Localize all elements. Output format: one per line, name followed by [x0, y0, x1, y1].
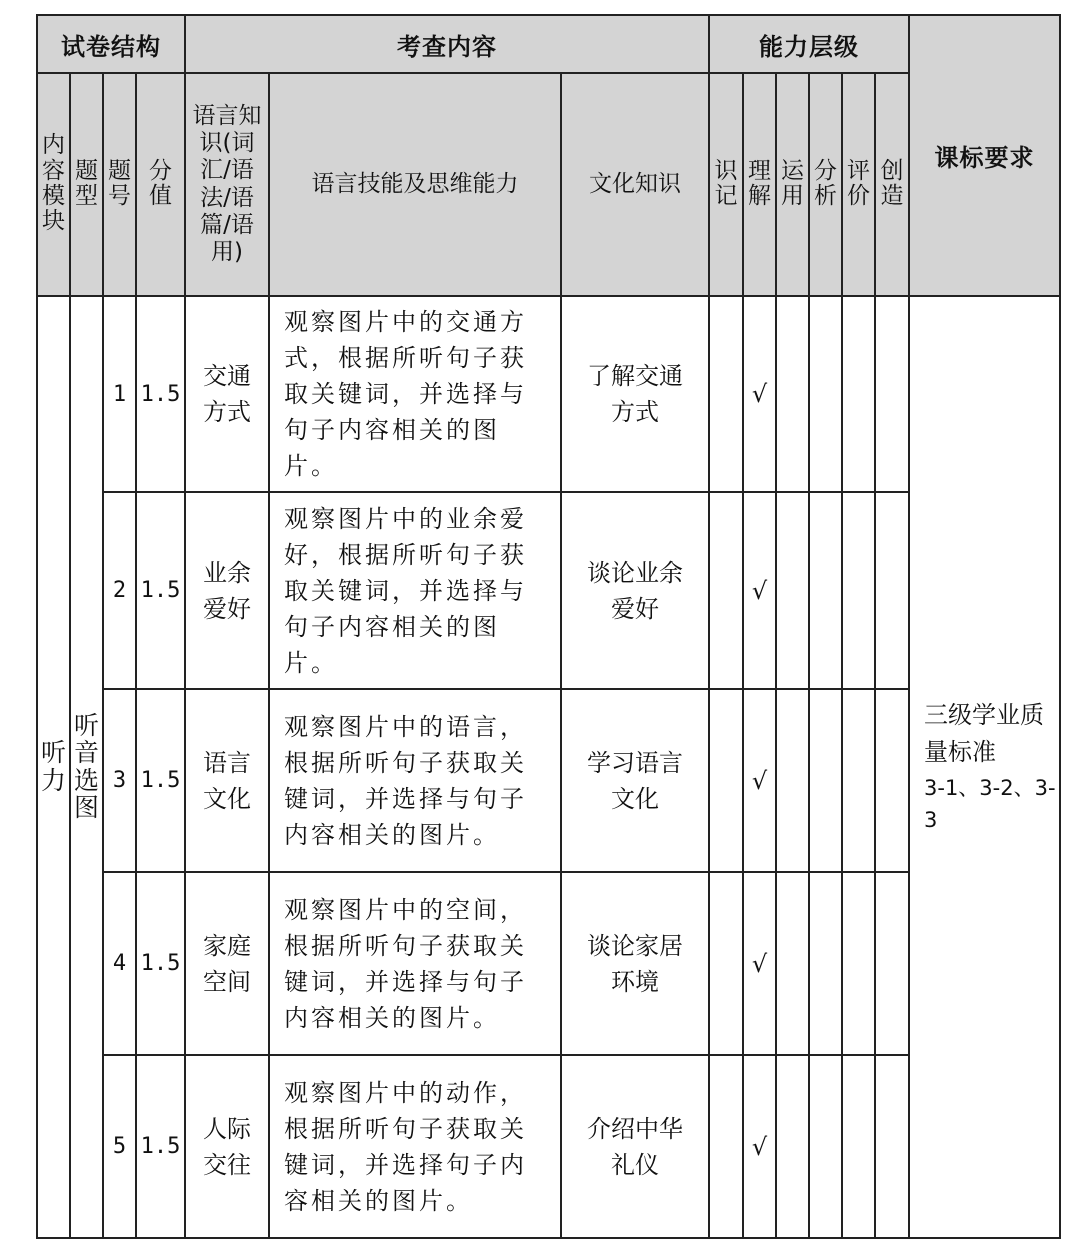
- question-score: 1.5: [136, 296, 185, 492]
- table-row: [37, 1055, 1060, 1238]
- check-mark: √: [743, 492, 776, 689]
- question-score: 1.5: [136, 492, 185, 689]
- exam-spec-table: [36, 14, 1061, 1239]
- header-ability: 能力层级: [709, 15, 909, 73]
- standard-codes: 3-1、3-2、3-3: [924, 775, 1056, 833]
- language-knowledge: 语言文化: [185, 689, 269, 872]
- skill-description: 观察图片中的语言，根据所听句子获取关键词，并选择与句子内容相关的图片。: [269, 689, 561, 872]
- culture-knowledge: 了解交通方式: [561, 296, 709, 492]
- language-knowledge: 人际交往: [185, 1055, 269, 1238]
- header-structure: 试卷结构: [37, 15, 185, 73]
- check-mark: √: [743, 1055, 776, 1238]
- check-mark: √: [743, 872, 776, 1055]
- question-number: 5: [103, 1055, 136, 1238]
- header-level-evaluate: 评价: [846, 157, 870, 210]
- header-level-understand: 理解: [747, 157, 771, 210]
- module-label: 听力: [40, 738, 66, 795]
- skill-description: 观察图片中的动作，根据所听句子获取关键词，并选择句子内容相关的图片。: [269, 1055, 561, 1238]
- question-number: 3: [103, 689, 136, 872]
- table-row: [37, 872, 1060, 1055]
- language-knowledge: 家庭空间: [185, 872, 269, 1055]
- table-row: [37, 492, 1060, 689]
- question-number: 1: [103, 296, 136, 492]
- culture-knowledge: 学习语言文化: [561, 689, 709, 872]
- skill-description: 观察图片中的业余爱好，根据所听句子获取关键词，并选择与句子内容相关的图片。: [269, 492, 561, 689]
- skill-description: 观察图片中的空间，根据所听句子获取关键词，并选择与句子内容相关的图片。: [269, 872, 561, 1055]
- check-mark: √: [743, 689, 776, 872]
- culture-knowledge: 谈论业余爱好: [561, 492, 709, 689]
- question-number: 2: [103, 492, 136, 689]
- header-skills: 语言技能及思维能力: [269, 73, 561, 296]
- standard-title: 三级学业质量标准: [924, 701, 1044, 767]
- language-knowledge: 业余爱好: [185, 492, 269, 689]
- header-score: 分值: [148, 157, 172, 210]
- header-standard: 课标要求: [909, 15, 1060, 296]
- table-row: [37, 296, 1060, 492]
- header-content: 考查内容: [185, 15, 709, 73]
- question-type-label: 听音选图: [73, 710, 99, 823]
- header-level-analyze: 分析: [813, 157, 837, 210]
- question-score: 1.5: [136, 1055, 185, 1238]
- header-level-create: 创造: [880, 157, 904, 210]
- header-level-recall: 识记: [714, 157, 738, 210]
- header-culture: 文化知识: [561, 73, 709, 296]
- skill-description: 观察图片中的交通方式，根据所听句子获取关键词，并选择与句子内容相关的图片。: [269, 296, 561, 492]
- header-type: 题型: [74, 157, 98, 210]
- question-score: 1.5: [136, 689, 185, 872]
- culture-knowledge: 介绍中华礼仪: [561, 1055, 709, 1238]
- header-level-apply: 运用: [780, 157, 804, 210]
- header-lang-knowledge: 语言知识(词汇/语法/语篇/语用): [185, 73, 269, 296]
- curriculum-standard: [909, 296, 1060, 1238]
- check-mark: √: [743, 296, 776, 492]
- header-module: 内容模块: [41, 132, 65, 235]
- header-number: 题号: [107, 157, 131, 210]
- question-number: 4: [103, 872, 136, 1055]
- language-knowledge: 交通方式: [185, 296, 269, 492]
- table-row: [37, 689, 1060, 872]
- question-score: 1.5: [136, 872, 185, 1055]
- culture-knowledge: 谈论家居环境: [561, 872, 709, 1055]
